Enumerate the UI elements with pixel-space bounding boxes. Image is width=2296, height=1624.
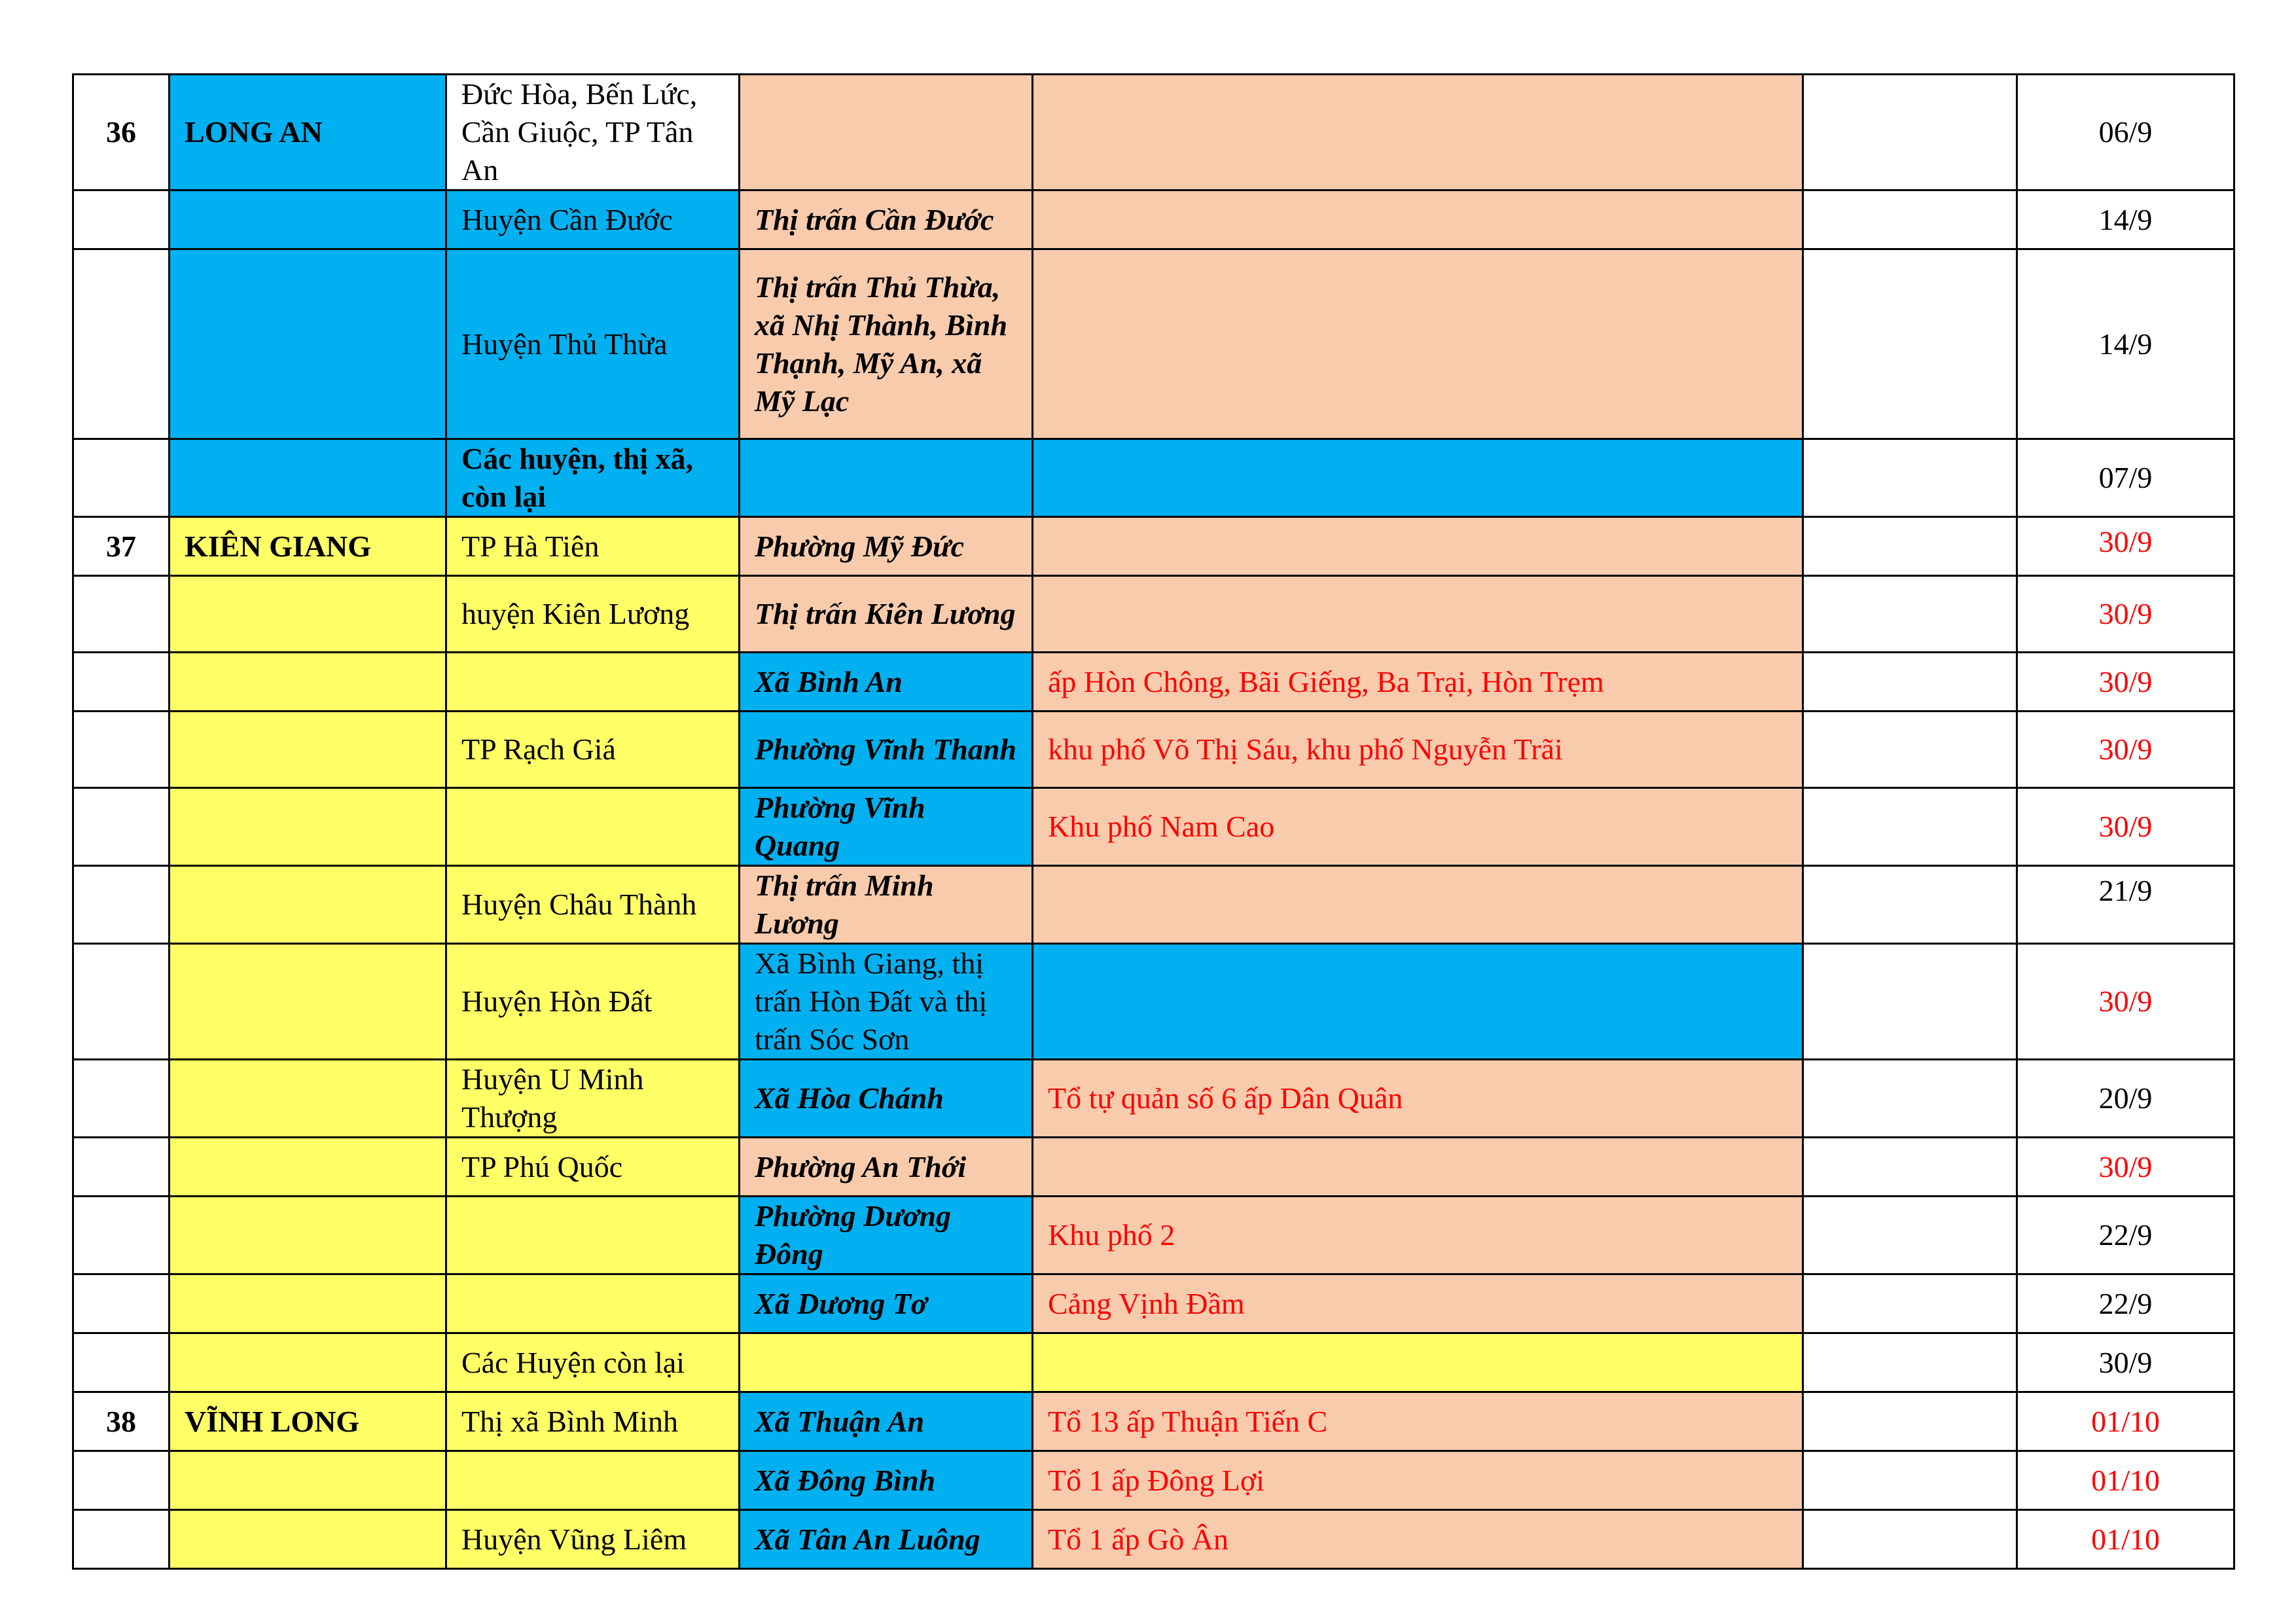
province-name bbox=[170, 788, 446, 866]
row-number bbox=[73, 653, 170, 712]
date-value: 30/9 bbox=[2017, 517, 2234, 576]
table-row bbox=[73, 1274, 2234, 1333]
area-detail: Khu phố 2 bbox=[1033, 1197, 1803, 1274]
date-value: 22/9 bbox=[2017, 1197, 2234, 1274]
empty-cell bbox=[1803, 1392, 2017, 1451]
area-detail: Cảng Vịnh Đầm bbox=[1033, 1274, 1803, 1333]
empty-cell bbox=[1803, 249, 2017, 439]
ward-name: Xã Bình Giang, thị trấn Hòn Đất và thị trấn Sóc Sơn bbox=[740, 944, 1033, 1060]
district-name: Các huyện, thị xã, còn lại bbox=[446, 439, 740, 517]
area-detail bbox=[1033, 190, 1803, 249]
row-number bbox=[73, 866, 170, 944]
date-value: 30/9 bbox=[2017, 1333, 2234, 1392]
district-name: TP Phú Quốc bbox=[446, 1138, 740, 1197]
district-name: Huyện Cần Đước bbox=[446, 190, 740, 249]
ward-name: Xã Đông Bình bbox=[740, 1451, 1033, 1510]
empty-cell bbox=[1803, 653, 2017, 712]
province-name bbox=[170, 439, 446, 517]
province-name: LONG AN bbox=[170, 75, 446, 190]
province-name bbox=[170, 1197, 446, 1274]
ward-name: Phường Dương Đông bbox=[740, 1197, 1033, 1274]
empty-cell bbox=[1803, 944, 2017, 1060]
district-name: Huyện Châu Thành bbox=[446, 866, 740, 944]
province-name: VĨNH LONG bbox=[170, 1392, 446, 1451]
empty-cell bbox=[1803, 1333, 2017, 1392]
row-number bbox=[73, 1333, 170, 1392]
district-name bbox=[446, 1451, 740, 1510]
area-detail bbox=[1033, 866, 1803, 944]
row-number bbox=[73, 249, 170, 439]
ward-name: Thị trấn Thủ Thừa, xã Nhị Thành, Bình Thạnh, Mỹ An, xã Mỹ Lạc bbox=[740, 249, 1033, 439]
ward-name: Phường Mỹ Đức bbox=[740, 517, 1033, 576]
table-row bbox=[73, 866, 2234, 944]
district-name: Huyện Hòn Đất bbox=[446, 944, 740, 1060]
empty-cell bbox=[1803, 866, 2017, 944]
ward-name: Thị trấn Cần Đước bbox=[740, 190, 1033, 249]
date-value: 30/9 bbox=[2017, 653, 2234, 712]
row-number: 38 bbox=[73, 1392, 170, 1451]
district-name bbox=[446, 653, 740, 712]
row-number bbox=[73, 788, 170, 866]
row-number bbox=[73, 1138, 170, 1197]
row-number bbox=[73, 944, 170, 1060]
regional-schedule-table bbox=[72, 73, 2235, 1570]
province-name bbox=[170, 866, 446, 944]
ward-name: Xã Dương Tơ bbox=[740, 1274, 1033, 1333]
ward-name: Phường Vĩnh Quang bbox=[740, 788, 1033, 866]
empty-cell bbox=[1803, 1451, 2017, 1510]
date-value: 21/9 bbox=[2017, 866, 2234, 944]
area-detail: Khu phố Nam Cao bbox=[1033, 788, 1803, 866]
area-detail: Tổ 1 ấp Gò Ân bbox=[1033, 1510, 1803, 1569]
province-name bbox=[170, 249, 446, 439]
district-name: Huyện Vũng Liêm bbox=[446, 1510, 740, 1569]
area-detail: Tổ 1 ấp Đông Lợi bbox=[1033, 1451, 1803, 1510]
table-row bbox=[73, 1138, 2234, 1197]
province-name bbox=[170, 1138, 446, 1197]
area-detail: khu phố Võ Thị Sáu, khu phố Nguyễn Trãi bbox=[1033, 712, 1803, 788]
district-name bbox=[446, 788, 740, 866]
row-number bbox=[73, 1451, 170, 1510]
area-detail: ấp Hòn Chông, Bãi Giếng, Ba Trại, Hòn Trẹm bbox=[1033, 653, 1803, 712]
province-name bbox=[170, 944, 446, 1060]
area-detail bbox=[1033, 576, 1803, 653]
area-detail bbox=[1033, 439, 1803, 517]
area-detail: Tổ 13 ấp Thuận Tiến C bbox=[1033, 1392, 1803, 1451]
table-row bbox=[73, 788, 2234, 866]
district-name: huyện Kiên Lương bbox=[446, 576, 740, 653]
area-detail bbox=[1033, 944, 1803, 1060]
area-detail bbox=[1033, 75, 1803, 190]
row-number bbox=[73, 1274, 170, 1333]
empty-cell bbox=[1803, 517, 2017, 576]
ward-name: Thị trấn Minh Lương bbox=[740, 866, 1033, 944]
table-row bbox=[73, 576, 2234, 653]
empty-cell bbox=[1803, 75, 2017, 190]
district-name: Thị xã Bình Minh bbox=[446, 1392, 740, 1451]
province-name bbox=[170, 1060, 446, 1138]
date-value: 06/9 bbox=[2017, 75, 2234, 190]
row-number bbox=[73, 439, 170, 517]
ward-name: Xã Tân An Luông bbox=[740, 1510, 1033, 1569]
province-name bbox=[170, 576, 446, 653]
table-row bbox=[73, 712, 2234, 788]
area-detail bbox=[1033, 517, 1803, 576]
date-value: 14/9 bbox=[2017, 249, 2234, 439]
date-value: 30/9 bbox=[2017, 944, 2234, 1060]
date-value: 30/9 bbox=[2017, 788, 2234, 866]
empty-cell bbox=[1803, 788, 2017, 866]
table-row bbox=[73, 1060, 2234, 1138]
row-number bbox=[73, 1510, 170, 1569]
table-row bbox=[73, 517, 2234, 576]
date-value: 14/9 bbox=[2017, 190, 2234, 249]
empty-cell bbox=[1803, 1138, 2017, 1197]
date-value: 30/9 bbox=[2017, 1138, 2234, 1197]
ward-name bbox=[740, 75, 1033, 190]
date-value: 01/10 bbox=[2017, 1510, 2234, 1569]
empty-cell bbox=[1803, 1274, 2017, 1333]
date-value: 30/9 bbox=[2017, 712, 2234, 788]
empty-cell bbox=[1803, 1060, 2017, 1138]
district-name: Đức Hòa, Bến Lức, Cần Giuộc, TP Tân An bbox=[446, 75, 740, 190]
area-detail bbox=[1033, 1333, 1803, 1392]
ward-name bbox=[740, 439, 1033, 517]
table-row bbox=[73, 439, 2234, 517]
table-row bbox=[73, 1451, 2234, 1510]
district-name: Các Huyện còn lại bbox=[446, 1333, 740, 1392]
area-detail: Tổ tự quản số 6 ấp Dân Quân bbox=[1033, 1060, 1803, 1138]
empty-cell bbox=[1803, 1197, 2017, 1274]
province-name bbox=[170, 1333, 446, 1392]
row-number: 36 bbox=[73, 75, 170, 190]
empty-cell bbox=[1803, 439, 2017, 517]
ward-name bbox=[740, 1333, 1033, 1392]
table-row bbox=[73, 190, 2234, 249]
table-row bbox=[73, 249, 2234, 439]
table-row bbox=[73, 1197, 2234, 1274]
ward-name: Xã Thuận An bbox=[740, 1392, 1033, 1451]
table-row bbox=[73, 653, 2234, 712]
ward-name: Phường An Thới bbox=[740, 1138, 1033, 1197]
table-row bbox=[73, 944, 2234, 1060]
district-name: TP Rạch Giá bbox=[446, 712, 740, 788]
empty-cell bbox=[1803, 712, 2017, 788]
province-name bbox=[170, 190, 446, 249]
row-number bbox=[73, 1060, 170, 1138]
table-row bbox=[73, 1392, 2234, 1451]
district-name: Huyện Thủ Thừa bbox=[446, 249, 740, 439]
district-name bbox=[446, 1274, 740, 1333]
empty-cell bbox=[1803, 576, 2017, 653]
row-number bbox=[73, 712, 170, 788]
empty-cell bbox=[1803, 190, 2017, 249]
row-number: 37 bbox=[73, 517, 170, 576]
ward-name: Thị trấn Kiên Lương bbox=[740, 576, 1033, 653]
province-name bbox=[170, 653, 446, 712]
province-name: KIÊN GIANG bbox=[170, 517, 446, 576]
table-row bbox=[73, 1333, 2234, 1392]
date-value: 01/10 bbox=[2017, 1392, 2234, 1451]
province-name bbox=[170, 1451, 446, 1510]
table-row bbox=[73, 1510, 2234, 1569]
ward-name: Xã Hòa Chánh bbox=[740, 1060, 1033, 1138]
date-value: 07/9 bbox=[2017, 439, 2234, 517]
row-number bbox=[73, 576, 170, 653]
table-row bbox=[73, 75, 2234, 190]
province-name bbox=[170, 712, 446, 788]
district-name bbox=[446, 1197, 740, 1274]
area-detail bbox=[1033, 249, 1803, 439]
row-number bbox=[73, 190, 170, 249]
row-number bbox=[73, 1197, 170, 1274]
date-value: 22/9 bbox=[2017, 1274, 2234, 1333]
area-detail bbox=[1033, 1138, 1803, 1197]
province-name bbox=[170, 1274, 446, 1333]
district-name: Huyện U Minh Thượng bbox=[446, 1060, 740, 1138]
province-name bbox=[170, 1510, 446, 1569]
ward-name: Phường Vĩnh Thanh bbox=[740, 712, 1033, 788]
date-value: 20/9 bbox=[2017, 1060, 2234, 1138]
district-name: TP Hà Tiên bbox=[446, 517, 740, 576]
date-value: 30/9 bbox=[2017, 576, 2234, 653]
empty-cell bbox=[1803, 1510, 2017, 1569]
date-value: 01/10 bbox=[2017, 1451, 2234, 1510]
ward-name: Xã Bình An bbox=[740, 653, 1033, 712]
